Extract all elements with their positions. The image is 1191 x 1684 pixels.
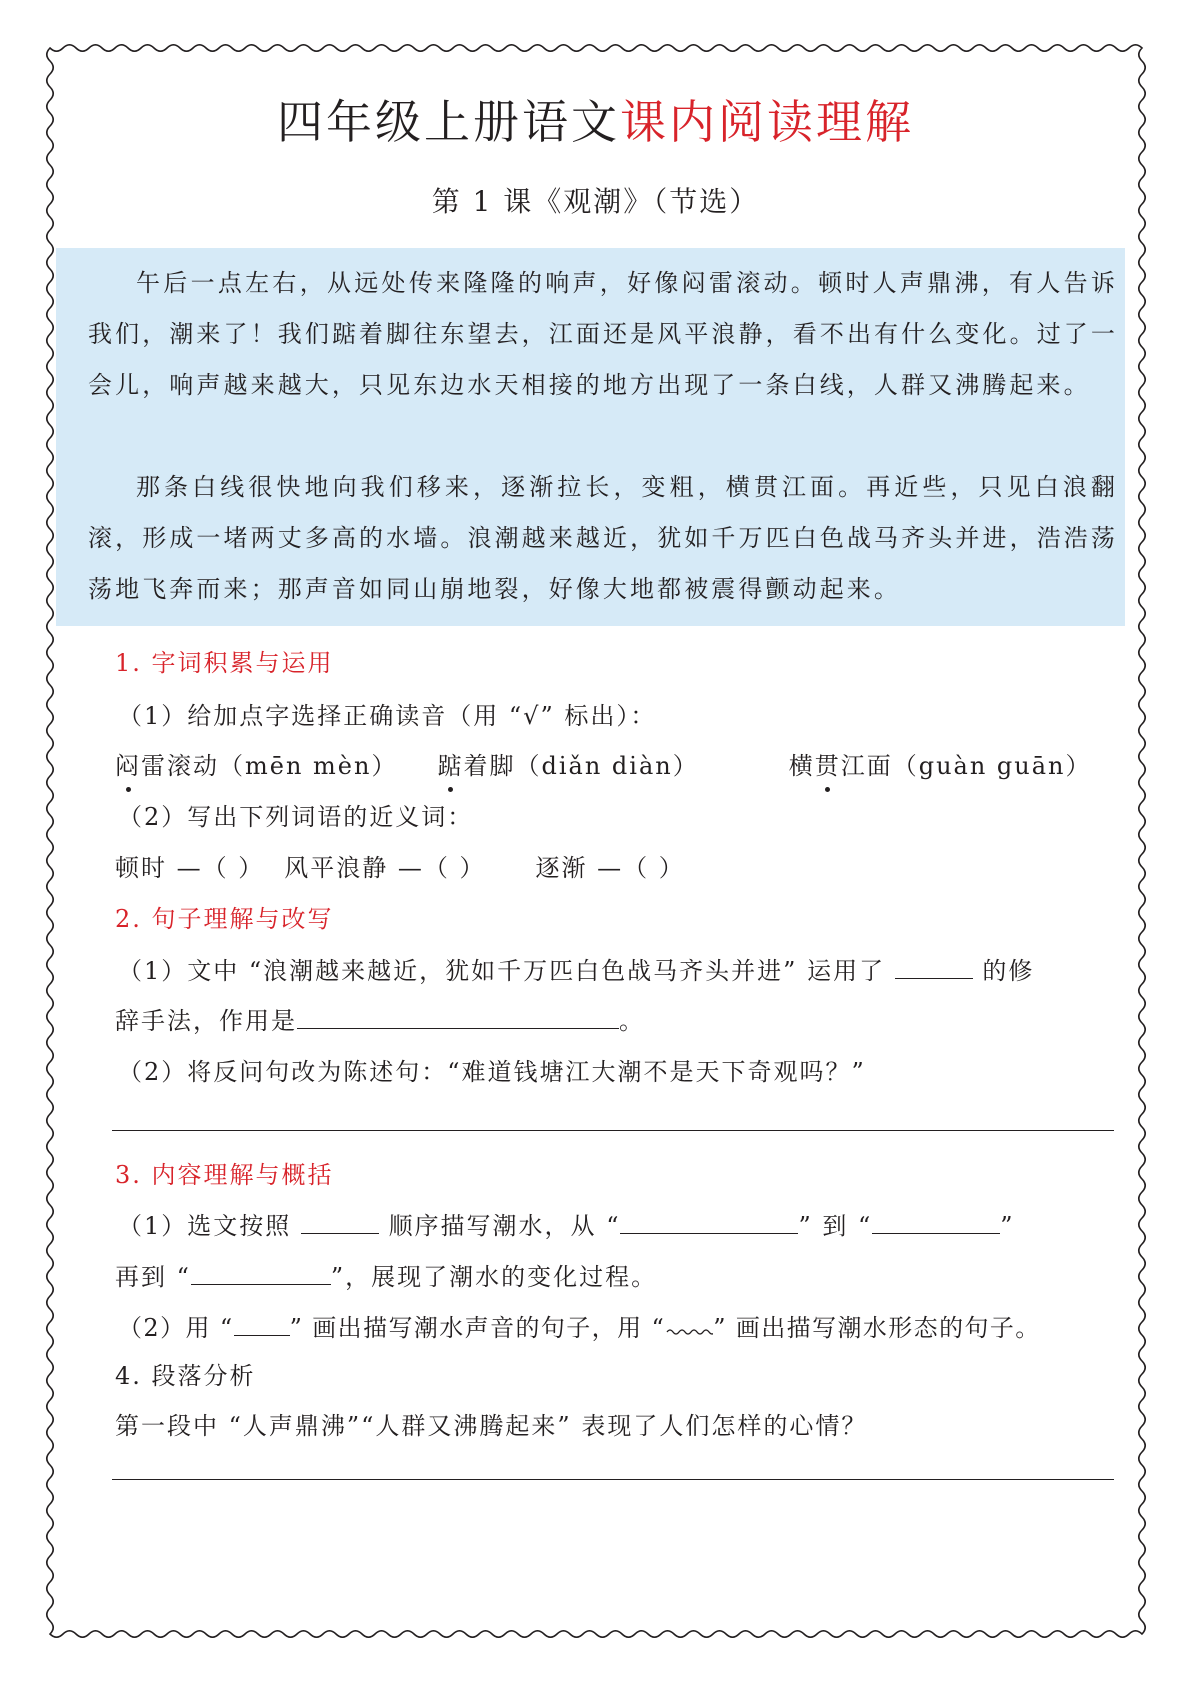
section-3-question-1 [118,1206,1015,1246]
page-title [0,92,1191,152]
section-4-title: 4. 段落分析 [115,1362,256,1390]
answer-line-1[interactable] [112,1130,1114,1131]
wavy-underline-sample [665,1310,713,1336]
straight-underline-sample [234,1309,290,1336]
pinyin-choice-1: 雷滚动（mēn mèn） [141,752,398,780]
section-3-question-1-cont [115,1257,657,1297]
q3-2-text-c: ” 画出描写潮水形态的句子。 [713,1314,1041,1342]
section-3-question-2 [118,1308,1041,1348]
q3-1-text-f: ”，展现了潮水的变化过程。 [330,1263,658,1291]
passage-paragraph-2: 那条白线很快地向我们移来，逐渐拉长，变粗，横贯江面。再近些，只见白浪翻滚，形成一堵两丈多高的水墙。浪潮越来越近，犹如千万匹白色战马齐头并进，浩浩荡荡地飞奔而来；那声音如同山崩地裂，好像大地都被震得颤动起来。 [88,473,1118,603]
q3-2-text-a: （2）用 “ [118,1314,234,1342]
stage-2-blank[interactable] [872,1207,1000,1234]
section-2-title: 2. 句子理解与改写 [115,905,334,933]
dotted-char-1: 闷 [115,746,141,786]
q3-1-text-b: 顺序描写潮水，从 “ [388,1212,621,1240]
word-3-prefix: 横 [788,752,815,780]
q2-1-text-c: 辞手法，作用是 [115,1007,297,1035]
section-1-question-2: （2）写出下列词语的近义词： [118,803,474,831]
section-1-title: 1. 字词积累与运用 [115,649,334,677]
order-blank[interactable] [301,1207,379,1234]
section-1-question-1: （1）给加点字选择正确读音（用 “√” 标出）： [118,702,657,730]
section-2-question-1-cont [115,1001,645,1041]
lesson-subtitle: 第 1 课《观潮》（节选） [431,185,760,218]
synonym-2: 风平浪静 —（ ） [284,854,486,882]
synonym-1: 顿时 —（ ） [115,854,265,882]
dotted-char-3: 贯 [815,746,841,786]
synonym-3: 逐渐 —（ ） [535,854,685,882]
synonym-row [115,848,685,888]
q2-1-text-b: 的修 [982,957,1035,985]
q3-1-text-e: 再到 “ [115,1263,191,1291]
passage-paragraph-1: 午后一点左右，从远处传来隆隆的响声，好像闷雷滚动。顿时人声鼎沸，有人告诉我们，潮来了！我们踮着脚往东望去，江面还是风平浪静，看不出有什么变化。过了一会儿，响声越来越大，只见东边水天相接的地方出现了一条白线，人群又沸腾起来。 [88,269,1118,399]
title-red: 课内阅读理解 [620,95,914,149]
section-3-title: 3. 内容理解与概括 [115,1161,334,1189]
q3-1-text-a: （1）选文按照 [118,1212,292,1240]
stage-1-blank[interactable] [620,1207,798,1234]
section-4-question-1: 第一段中 “人声鼎沸”“人群又沸腾起来” 表现了人们怎样的心情？ [115,1412,868,1440]
title-black: 四年级上册语文 [277,95,620,149]
answer-line-2[interactable] [112,1479,1114,1480]
q3-1-text-c: ” 到 “ [798,1212,873,1240]
stage-3-blank[interactable] [191,1258,331,1285]
q3-1-text-d: ” [1000,1212,1015,1240]
q3-2-text-b: ” 画出描写潮水声音的句子，用 “ [289,1314,666,1342]
q2-1-end: 。 [619,1007,645,1035]
section-2-question-1 [118,951,1034,991]
dotted-char-2: 踮 [437,746,463,786]
effect-blank[interactable] [297,1002,619,1029]
section-2-question-2: （2）将反问句改为陈述句：“难道钱塘江大潮不是天下奇观吗？” [118,1058,866,1086]
pinyin-choice-2: 着脚（diǎn diàn） [463,752,699,780]
pinyin-row [115,746,1092,786]
q2-1-text-a: （1）文中 “浪潮越来越近，犹如千万匹白色战马齐头并进” 运用了 [118,957,886,985]
passage-box [56,248,1125,626]
rhetoric-blank[interactable] [895,952,973,979]
pinyin-choice-3: 江面（guàn guān） [840,752,1092,780]
